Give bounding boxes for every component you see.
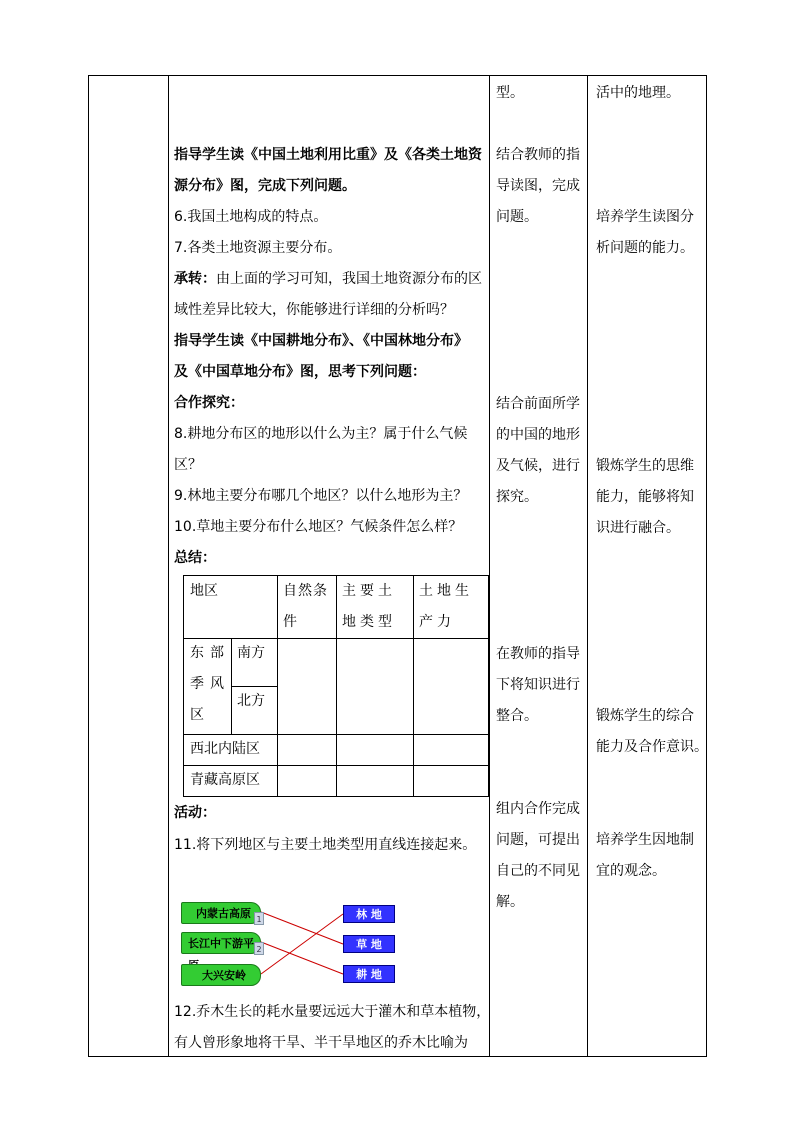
badge-2: 2 [254,942,264,955]
content-line: 合作探究： [174,395,244,411]
content-line: 8.耕地分布区的地形以什么为主？属于什么气候 [174,426,468,442]
lesson-plan-table [88,75,707,1057]
design-intent-line: 能力及合作意识。 [596,739,708,755]
content-line: 指导学生读《中国土地利用比重》及《各类土地资 [174,147,482,163]
content-line: 指导学生读《中国耕地分布》、《中国林地分布》 [174,333,468,349]
header-region: 地区 [190,583,218,599]
design-intent-line: 锻炼学生的综合 [596,708,694,724]
student-activity-line: 导读图，完成 [496,178,580,194]
header-productivity: 土地生产力 [419,583,473,630]
header-land-type: 主要土地类型 [342,583,396,630]
student-activity-line: 自己的不同见 [496,863,580,879]
design-intent-line: 识进行融合。 [596,520,680,536]
content-line: 10.草地主要分布什么地区？气候条件怎么样？ [174,519,463,535]
student-activity-line: 结合教师的指 [496,147,580,163]
student-activity-line: 探究。 [496,489,538,505]
badge-1: 1 [254,912,264,925]
design-intent-line: 析问题的能力。 [596,240,694,256]
content-line: 7.各类土地资源主要分布。 [174,240,342,256]
east-monsoon-region: 东部季风区 [190,645,230,723]
student-activity-line: 在教师的指导 [496,646,580,662]
student-activity-line: 问题，可提出 [496,832,580,848]
column-divider [168,76,169,1056]
land-grass: 草 地 [343,935,395,953]
region-da-hinggan: 大兴安岭 [181,964,261,986]
design-intent-top: 活中的地理。 [596,85,680,101]
question-11: 11.将下列地区与主要土地类型用直线连接起来。 [174,837,477,853]
student-activity-line: 整合。 [496,708,538,724]
content-line: 及《中国草地分布》图，思考下列问题： [174,364,426,380]
student-activity-line: 问题。 [496,209,538,225]
content-line: 区？ [174,457,202,473]
student-activity-line: 下将知识进行 [496,677,580,693]
design-intent-line: 能力，能够将知 [596,489,694,505]
question-12-line1: 12.乔木生长的耗水量要远远大于灌木和草本植物， [174,1004,491,1020]
content-line: 源分布》图，完成下列问题。 [174,178,356,194]
student-activity-line: 及气候，进行 [496,458,580,474]
question-12-line2: 有人曾形象地将干旱、半干旱地区的乔木比喻为 [174,1035,468,1051]
content-line: 6.我国土地构成的特点。 [174,209,328,225]
design-intent-line: 宜的观念。 [596,863,666,879]
content-line: 域性差异比较大，你能够进行详细的分析吗？ [174,302,454,318]
content-line: 9.林地主要分布哪几个地区？以什么地形为主？ [174,488,468,504]
design-intent-line: 培养学生读图分 [596,209,694,225]
design-intent-line: 培养学生因地制 [596,832,694,848]
column-divider [489,76,490,1056]
design-intent-line: 锻炼学生的思维 [596,458,694,474]
region-inner-mongolia: 内蒙古高原 [181,902,261,924]
student-activity-top: 型。 [496,85,524,101]
region-yangtze-plain: 长江中下游平 [181,932,261,954]
qinghai-tibet-label: 青藏高原区 [190,772,260,788]
northwest-label: 西北内陆区 [190,741,260,757]
south-label: 南方 [237,645,265,661]
student-activity-line: 的中国的地形 [496,427,580,443]
content-line: 承转：由上面的学习可知，我国土地资源分布的区 [174,271,482,287]
activity-title: 活动： [174,805,216,821]
header-natural-conditions: 自然条件 [283,583,328,630]
student-activity-line: 结合前面所学 [496,396,580,412]
north-label: 北方 [237,693,265,709]
summary-table [183,575,489,797]
student-activity-line: 解。 [496,894,524,910]
land-forest: 林 地 [343,905,395,923]
student-activity-line: 组内合作完成 [496,801,580,817]
land-farm: 耕 地 [343,965,395,983]
content-line: 总结： [174,550,216,566]
column-divider [587,76,588,1056]
matching-diagram [181,898,411,988]
